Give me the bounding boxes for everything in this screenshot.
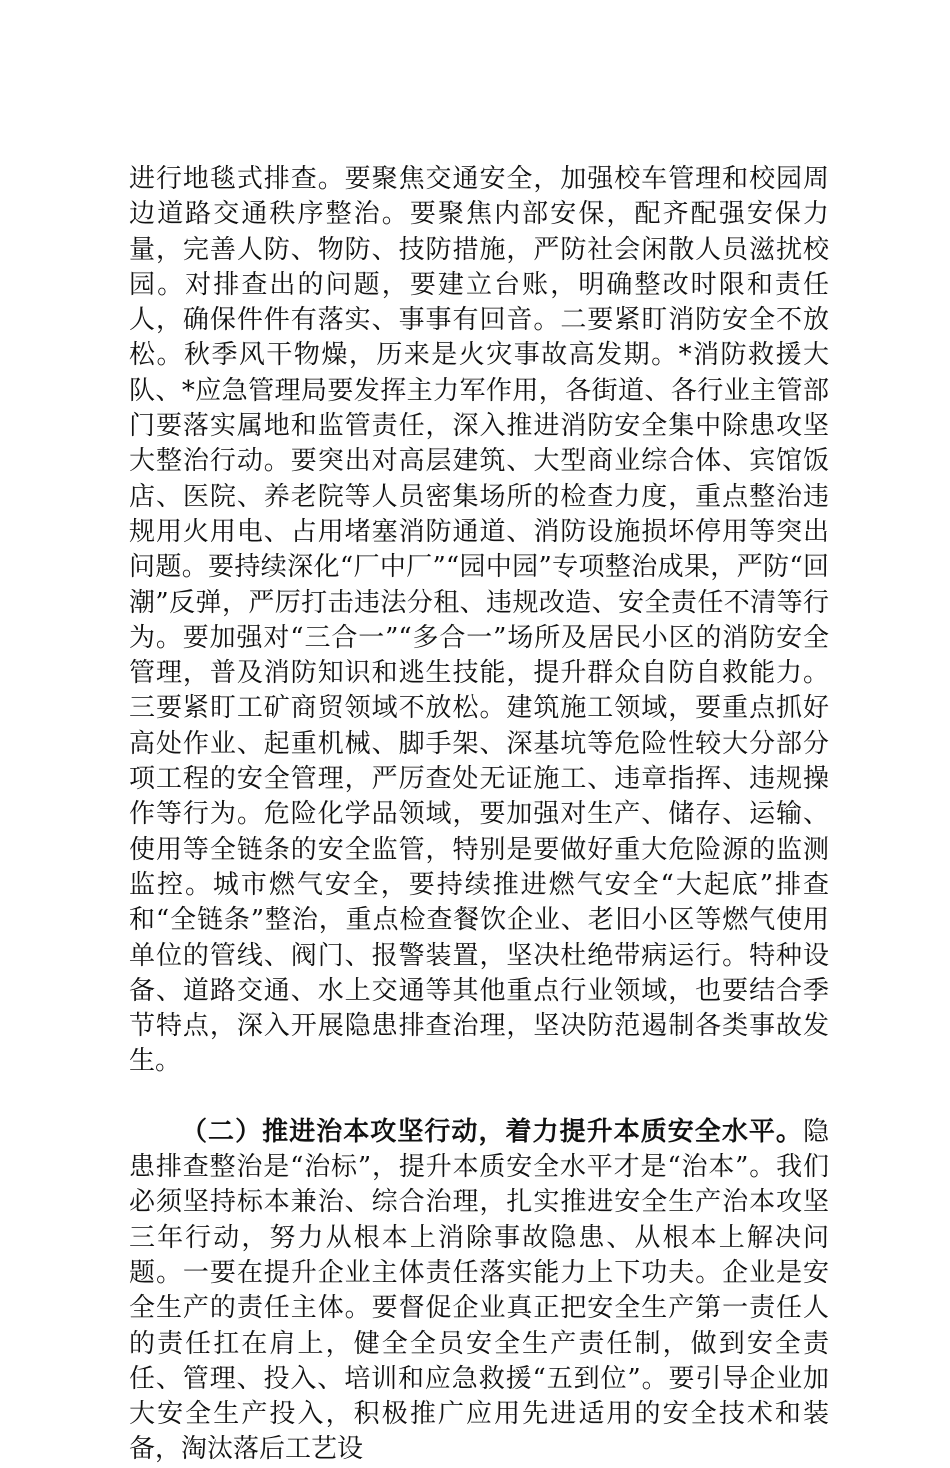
paragraph-section-two bbox=[129, 1115, 829, 1468]
document-body bbox=[129, 162, 829, 1468]
paragraph-text: 进行地毯式排查。要聚焦交通安全，加强校车管理和校园周边道路交通秩序整治。要聚焦内部安保，配齐配强安保力量，完善人防、物防、技防措施，严防社会闲散人员滋扰校园。对排查出的问题，要建立台账，明确整改时限和责任人，确保件件有落实、事事有回音。二要紧盯消防安全不放松。秋季风干物燥，历来是火灾事故高发期。*消防救援大队、*应急管理局要发挥主力军作用，各街道、各行业主管部门要落实属地和监管责任，深入推进消防安全集中除患攻坚大整治行动。要突出对高层建筑、大型商业综合体、宾馆饭店、医院、养老院等人员密集场所的检查力度，重点整治违规用火用电、占用堵塞消防通道、消防设施损坏停用等突出问题。要持续深化“厂中厂”“园中园”专项整治成果，严防“回潮”反弹，严厉打击违法分租、违规改造、安全责任不清等行为。要加强对“三合一”“多合一”场所及居民小区的消防安全管理，普及消防知识和逃生技能，提升群众自防自救能力。三要紧盯工矿商贸领域不放松。建筑施工领域，要重点抓好高处作业、起重机械、脚手架、深基坑等危险性较大分部分项工程的安全管理，严厉查处无证施工、违章指挥、违规操作等行为。危险化学品领域，要加强对生产、储存、运输、使用等全链条的安全监管，特别是要做好重大危险源的监测监控。城市燃气安全，要持续推进燃气安全“大起底”排查和“全链条”整治，重点检查餐饮企业、老旧小区等燃气使用单位的管线、阀门、报警装置，坚决杜绝带病运行。特种设备、道路交通、水上交通等其他重点行业领域，也要结合季节特点，深入开展隐患排查治理，坚决防范遏制各类事故发生。 bbox=[129, 164, 829, 1077]
paragraph-text: 隐患排查整治是“治标”，提升本质安全水平才是“治本”。我们必须坚持标本兼治、综合治理，扎实推进安全生产治本攻坚三年行动，努力从根本上消除事故隐患、从根本上解决问题。一要在提升企业主体责任落实能力上下功夫。企业是安全生产的责任主体。要督促企业真正把安全生产第一责任人的责任扛在肩上，健全全员安全生产责任制，做到安全责任、管理、投入、培训和应急救援“五到位”。要引导企业加大安全生产投入，积极推广应用先进适用的安全技术和装备，淘汰落后工艺设 bbox=[129, 1116, 829, 1465]
section-heading: （二）推进治本攻坚行动，着力提升本质安全水平。 bbox=[181, 1116, 803, 1147]
paragraph-spacer bbox=[129, 1080, 829, 1115]
paragraph-continued bbox=[129, 162, 829, 1080]
